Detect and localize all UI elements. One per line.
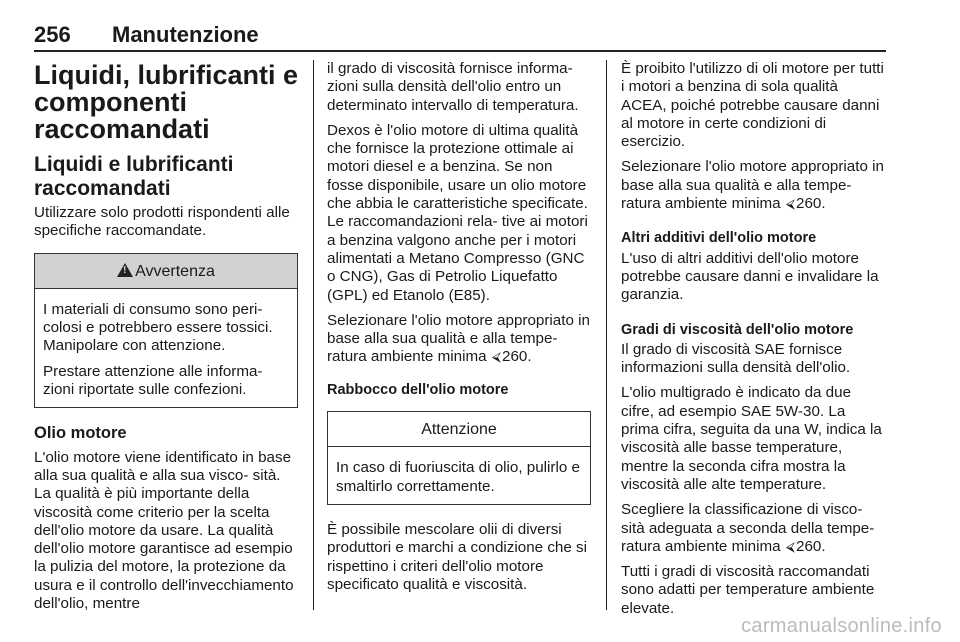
page-ref-arrow-icon: ⮘ [785, 196, 796, 212]
attention-header: Attenzione [328, 412, 590, 447]
column-divider [313, 60, 314, 610]
page-ref-number: 260. [796, 537, 826, 555]
attention-box [327, 411, 591, 505]
body-text: È possibile mescolare olii di diversi produttori e marchi a condizione che si rispettino i criteri dell'olio motore specificato qualità e viscosità. [327, 520, 588, 593]
body-text-span: Selezionare l'olio motore appropriato in base alla sua qualità e alla tempe- ratura ambiente minima [621, 158, 884, 213]
body-text [327, 312, 591, 367]
column-2 [327, 60, 591, 601]
warning-text: I materiali di consumo sono peri- colosi e potrebbero essere tossici. Manipolare con attenzione. [43, 300, 273, 355]
chapter-title: Manutenzione [112, 22, 259, 47]
body-text: L'olio motore viene identificato in base alla sua qualità e alla sua visco- sità. La qualità è più importante della viscosità come criterio per la scelta dell'olio motore da usare. La qualità dell'olio motore garantisce ad esempio la pulizia del motore, la protezione da usura e il controllo dell'invecchiamento dell'olio, mentre [34, 448, 294, 613]
subsection-heading: Rabbocco dell'olio motore [327, 381, 509, 398]
body-text: L'uso di altri additivi dell'olio motore potrebbe causare danni e invalidare la garanzia. [621, 249, 879, 304]
page-ref-number: 260. [796, 195, 826, 213]
body-text: Dexos è l'olio motore di ultima qualità che fornisce la protezione ottimale ai motori diesel e a benzina. Se non fosse disponibile, usare un olio motore che abbia le caratteristiche specificate. Le raccomandazioni rela- tive ai motori a benzina valgono anche per i motori alimentati a Metano Compresso (GNC o CNG), Gas di Petrolio Liquefatto (GPL) ed Etanolo (E85). [327, 121, 588, 304]
page-reference[interactable] [491, 348, 532, 365]
page-ref-arrow-icon: ⮘ [491, 349, 502, 365]
page-header [34, 22, 886, 52]
page-title: Liquidi, lubrificanti e componenti raccomandati [34, 60, 299, 144]
attention-body [328, 447, 590, 504]
body-text: il grado di viscosità fornisce informa- zioni sulla densità dell'olio entro un determinato intervallo di temperatura. [327, 60, 579, 114]
page-reference[interactable] [785, 195, 826, 212]
watermark-text: carmanualsonline.info [741, 615, 942, 637]
body-text [621, 158, 885, 213]
attention-text: In caso di fuoriuscita di olio, pulirlo e smaltirlo correttamente. [336, 459, 580, 495]
column-3 [621, 60, 885, 625]
intro-text: Utilizzare solo prodotti rispondenti alle specifiche raccomandate. [34, 204, 290, 240]
warning-heading: Avvertenza [135, 262, 215, 280]
body-text [621, 501, 885, 556]
page-ref-number: 260. [502, 348, 532, 366]
warning-triangle-icon [117, 263, 133, 277]
subsection-heading: Gradi di viscosità dell'olio motore [621, 321, 854, 338]
header-rule [34, 50, 886, 52]
warning-body [35, 289, 297, 407]
subsection-heading: Olio motore [34, 424, 127, 443]
page-number: 256 [34, 22, 71, 47]
column-divider [606, 60, 607, 610]
section-title: Liquidi e lubrificanti raccomandati [34, 153, 234, 200]
warning-box [34, 253, 298, 409]
warning-text: Prestare attenzione alle informa- zioni riportate sulle confezioni. [43, 362, 263, 399]
body-text: Il grado di viscosità SAE fornisce informazioni sulla densità dell'olio. [621, 340, 851, 377]
page-ref-arrow-icon: ⮘ [785, 538, 796, 554]
body-text: Tutti i gradi di viscosità raccomandati sono adatti per temperature ambiente elevate. [621, 563, 875, 617]
page-reference[interactable] [785, 538, 826, 555]
body-text: È proibito l'utilizzo di oli motore per tutti i motori a benzina di sola qualità ACEA, poiché potrebbe causare danni al motore in certe condizioni di esercizio. [621, 60, 884, 151]
column-1 [34, 60, 298, 620]
body-text-span: Selezionare l'olio motore appropriato in base alla sua qualità e alla tempe- ratura ambiente minima [327, 311, 590, 366]
subsection-heading: Altri additivi dell'olio motore [621, 230, 817, 247]
body-text-span: Scegliere la classificazione di visco- sità adeguata a seconda della tempe- ratura ambiente minima [621, 501, 875, 555]
warning-header [35, 254, 297, 289]
body-text: L'olio multigrado è indicato da due cifre, ad esempio SAE 5W-30. La prima cifra, seguita da una W, indica la viscosità alle basse temperature, mentre la seconda cifra mostra la viscosità alle alte temperature. [621, 384, 882, 493]
